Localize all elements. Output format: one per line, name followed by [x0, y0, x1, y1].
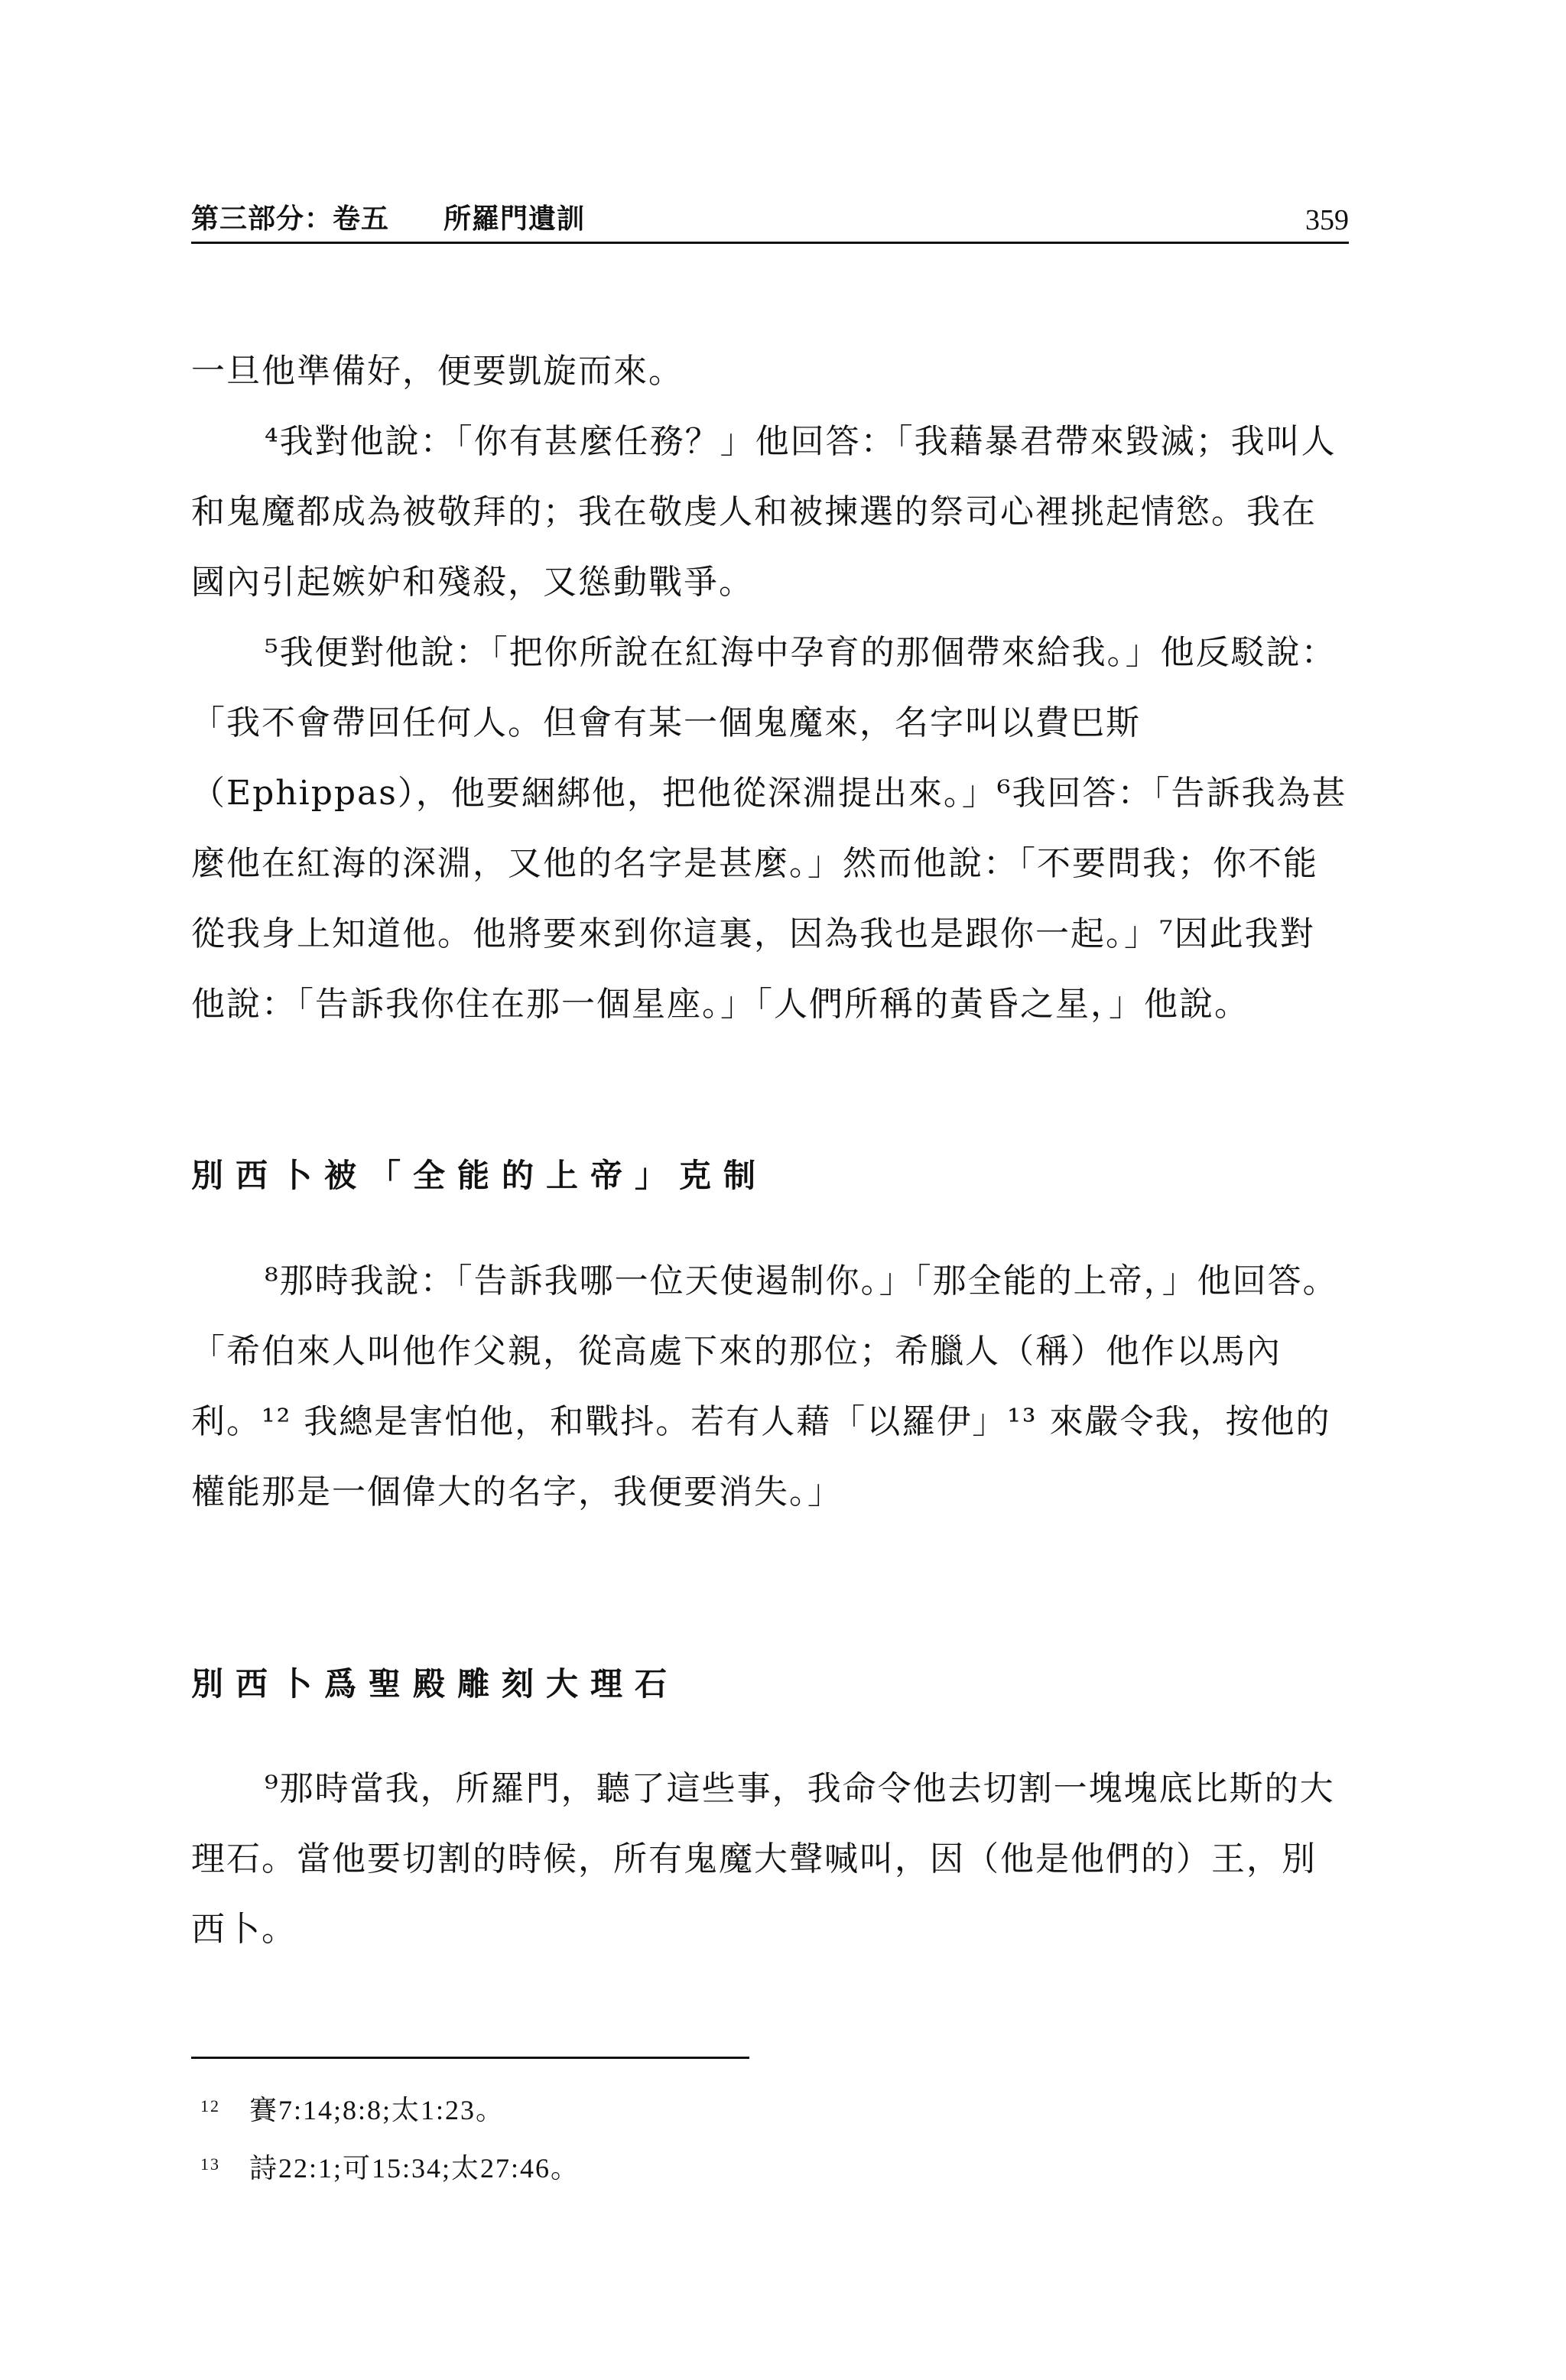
section-heading-marble: 別西卜爲聖殿雕刻大理石: [191, 1665, 680, 1703]
header-chapter-title: 所羅門遺訓: [443, 203, 586, 235]
footnote-divider: [191, 2057, 749, 2059]
page-number: 359: [1305, 204, 1349, 236]
paragraph-continuation: 一旦他準備好，便要凱旋而來。: [191, 352, 684, 391]
paragraph-verse-9: ⁹那時當我，所羅門，聽了這些事，我命令他去切割一塊塊底比斯的大理石。當他要切割的時候，所有鬼魔大聲喊叫，因（他是他們的）王，別西卜。: [191, 1769, 1335, 1949]
footnote-text: 賽7:14;8:8;太1:23。: [249, 2095, 505, 2125]
paragraph-verse-4: ⁴我對他說：「你有甚麼任務？」他回答：「我藉暴君帶來毀滅；我叫人和鬼魔都成為被敬拜的；我在敬虔人和被揀選的祭司心裡挑起情慾。我在國內引起嫉妒和殘殺，又慫動戰爭。: [191, 422, 1337, 602]
header-section: 第三部分：卷五: [191, 203, 390, 235]
footnote-number: 13: [200, 2154, 220, 2174]
paragraph-verses-5-7: ⁵我便對他說：「把你所說在紅海中孕育的那個帶來給我。」他反駁說：「我不會帶回任何人。但會有某一個鬼魔來，名字叫以費巴斯（Ephippas），他要綑綁他，把他從深淵提出來。」⁶我回答：「告訴我為甚麼他在紅海的深淵，又他的名字是甚麼。」然而他說：「不要問我；你不能從我身上知道他。他將要來到你這裏，因為我也是跟你一起。」⁷因此我對他說：「告訴我你住在那一個星座。」「人們所稱的黃昏之星，」他說。: [191, 633, 1347, 1024]
footnote-13: [200, 2147, 580, 2186]
running-header: [191, 193, 1349, 244]
footnote-text: 詩22:1;可15:34;太27:46。: [249, 2153, 580, 2184]
paragraph-verse-8: ⁸那時我說：「告訴我哪一位天使遏制你。」「那全能的上帝，」他回答。「希伯來人叫他作父親，從高處下來的那位；希臘人（稱）他作以馬內利。¹² 我總是害怕他，和戰抖。若有人藉「以羅伊」¹³ 來嚴令我，按他的權能那是一個偉大的名字，我便要消失。」: [191, 1261, 1338, 1511]
footnote-number: 12: [200, 2096, 220, 2115]
section-heading-restrained: 別西卜被「全能的上帝」克制: [191, 1157, 768, 1194]
footnote-12: [200, 2089, 505, 2128]
